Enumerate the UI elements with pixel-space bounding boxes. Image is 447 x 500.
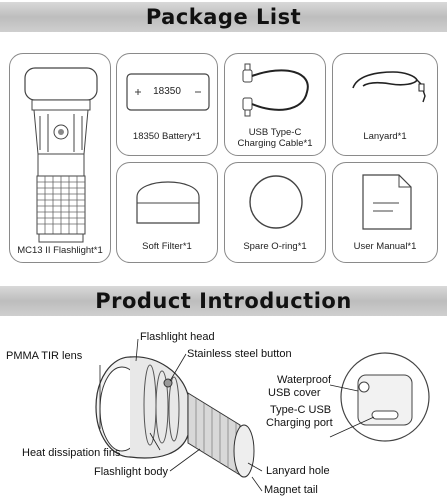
package-card-cable [224, 53, 326, 156]
label-waterproof-2: USB cover [268, 387, 321, 399]
label-flashlight-head: Flashlight head [140, 331, 215, 343]
package-card-flashlight [9, 53, 111, 263]
filter-illustration [117, 163, 219, 233]
manual-illustration [333, 163, 439, 233]
label-flashlight-body: Flashlight body [94, 466, 168, 478]
oring-label: Spare O-ring*1 [243, 241, 307, 252]
package-list-banner [0, 2, 447, 32]
package-card-battery [116, 53, 218, 156]
package-card-oring [224, 162, 326, 263]
label-stainless-button: Stainless steel button [187, 348, 292, 360]
flashlight-label: MC13 II Flashlight*1 [17, 245, 103, 256]
filter-label: Soft Filter*1 [142, 241, 192, 252]
flashlight-illustration [10, 54, 112, 254]
cable-illustration [225, 54, 327, 124]
package-list-title: Package List [145, 5, 302, 29]
battery-label: 18350 Battery*1 [132, 131, 202, 142]
label-pmma-lens: PMMA TIR lens [6, 350, 83, 362]
package-card-filter [116, 162, 218, 263]
label-usb-port-2: Charging port [266, 417, 333, 429]
label-lanyard-hole: Lanyard hole [266, 465, 330, 477]
label-heat-fins: Heat dissipation fins [22, 447, 121, 459]
cable-label-2: Charging Cable*1 [237, 138, 313, 149]
product-intro-title: Product Introduction [95, 289, 352, 313]
manual-label: User Manual*1 [353, 241, 417, 252]
cable-label-1: USB Type-C [248, 127, 302, 138]
label-usb-port-1: Type-C USB [270, 404, 332, 416]
battery-text: 18350 [153, 86, 181, 97]
lanyard-label: Lanyard*1 [363, 131, 407, 142]
label-waterproof-1: Waterproof [277, 374, 332, 386]
product-intro-banner [0, 286, 447, 316]
lanyard-illustration [333, 54, 439, 124]
label-magnet-tail: Magnet tail [264, 484, 318, 496]
package-card-lanyard [332, 53, 438, 156]
oring-illustration [225, 163, 327, 233]
package-card-manual [332, 162, 438, 263]
